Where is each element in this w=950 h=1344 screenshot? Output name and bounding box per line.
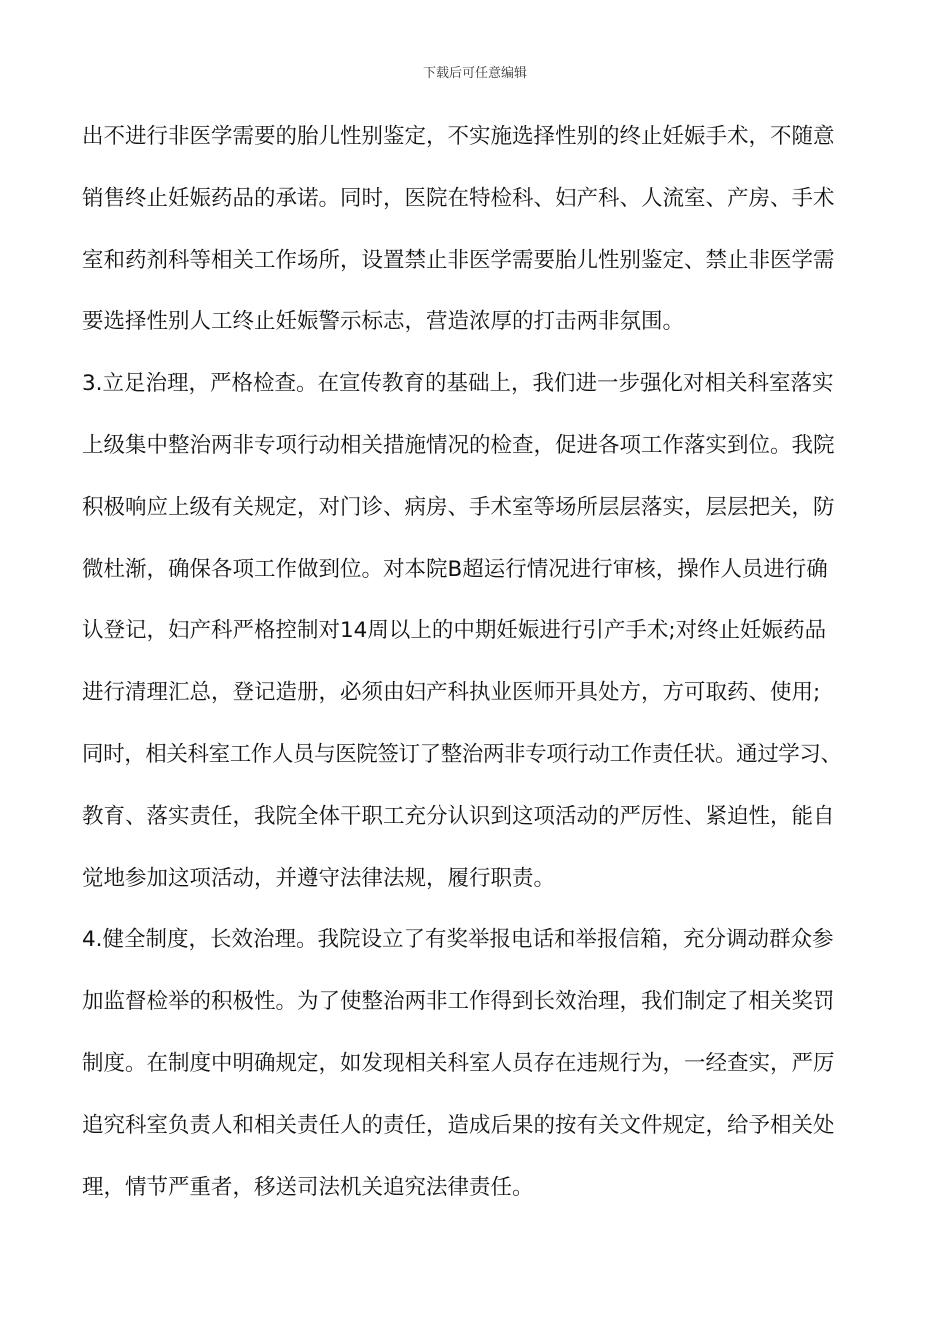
text-line: 上级集中整治两非专项行动相关措施情况的检查，促进各项工作落实到位。我院: [82, 432, 835, 458]
text-line: 觉地参加这项活动，并遵守法律法规，履行职责。: [82, 865, 556, 891]
text-line: 加监督检举的积极性。为了使整治两非工作得到长效治理，我们制定了相关奖罚: [82, 989, 835, 1015]
text-line: 教育、落实责任，我院全体干职工充分认识到这项活动的严厉性、紧迫性，能自: [82, 803, 835, 829]
text-line: 制度。在制度中明确规定，如发现相关科室人员存在违规行为，一经查实，严厉: [82, 1050, 835, 1076]
text-line: 出不进行非医学需要的胎儿性别鉴定，不实施选择性别的终止妊娠手术，不随意: [82, 124, 835, 149]
text-line: 进行清理汇总，登记造册，必须由妇产科执业医师开具处方，方可取药、使用;: [82, 680, 821, 706]
text-line: 积极响应上级有关规定，对门诊、病房、手术室等场所层层落实，层层把关，防: [82, 494, 835, 520]
text-line: 微杜渐，确保各项工作做到位。对本院B超运行情况进行审核，操作人员进行确: [82, 556, 828, 582]
page-header: 下载后可任意编辑: [422, 66, 527, 81]
text-line: 理，情节严重者，移送司法机关追究法律责任。: [82, 1174, 534, 1200]
document-body: [82, 118, 887, 1230]
text-line: 要选择性别人工终止妊娠警示标志，营造浓厚的打击两非氛围。: [82, 309, 685, 335]
text-line: 室和药剂科等相关工作场所，设置禁止非医学需要胎儿性别鉴定、禁止非医学需: [82, 247, 835, 273]
text-line: 同时，相关科室工作人员与医院签订了整治两非专项行动工作责任状。通过学习、: [82, 741, 842, 767]
text-line: 销售终止妊娠药品的承诺。同时，医院在特检科、妇产科、人流室、产房、手术: [82, 185, 835, 211]
text-line: 认登记，妇产科严格控制对14周以上的中期妊娠进行引产手术;对终止妊娠药品: [82, 618, 827, 644]
text-line: 追究科室负责人和相关责任人的责任，造成后果的按有关文件规定，给予相关处: [82, 1112, 835, 1138]
paragraph-3-start: 3.立足治理，严格检查。在宣传教育的基础上，我们进一步强化对相关科室落实: [82, 371, 834, 397]
paragraph-4-start: 4.健全制度，长效治理。我院设立了有奖举报电话和举报信箱，充分调动群众参: [82, 927, 834, 953]
